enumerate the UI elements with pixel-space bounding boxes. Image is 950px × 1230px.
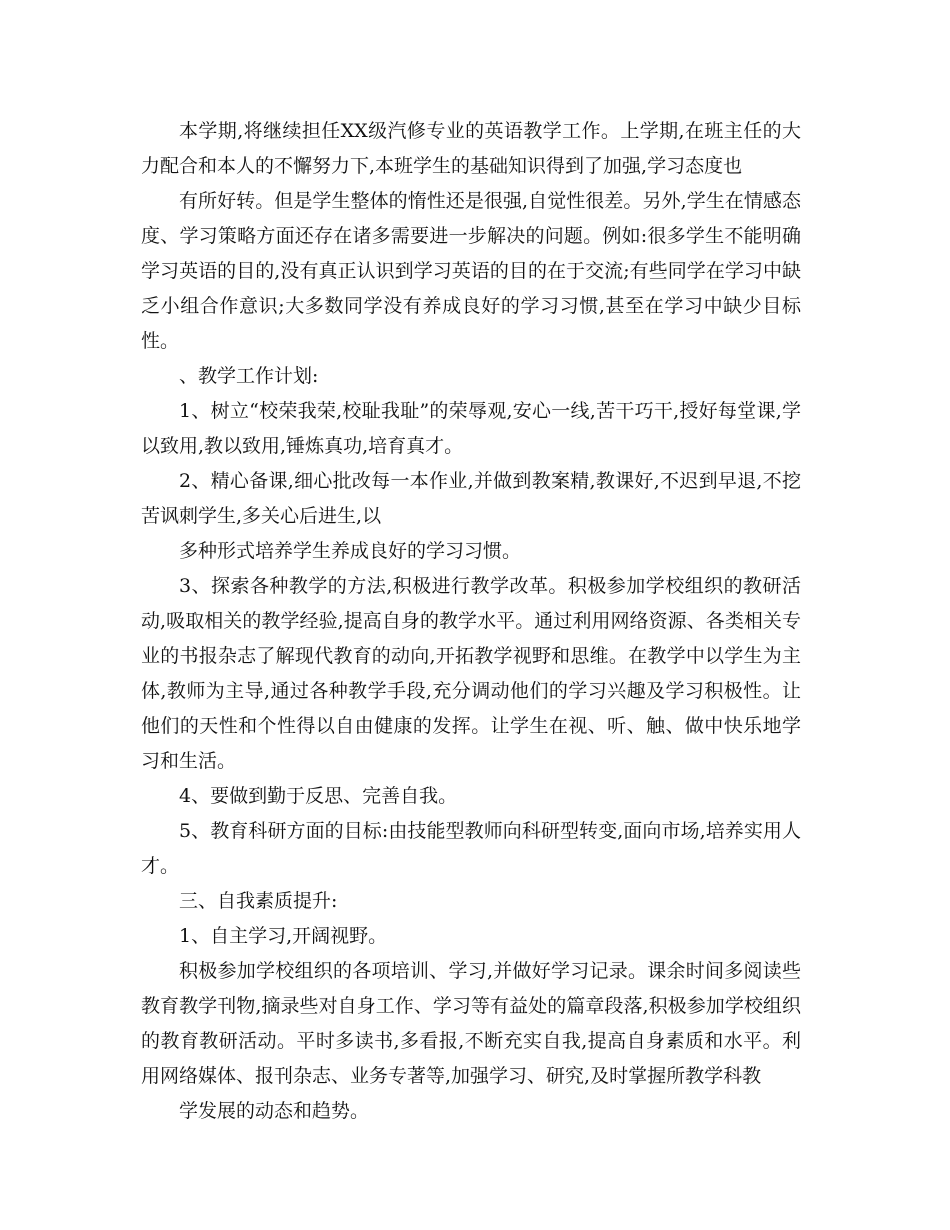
paragraph-plan-item-4: 4、要做到勤于反思、完善自我。: [179, 785, 458, 807]
paragraph-plan-item-5: 5、教育科研方面的目标:由技能型教师向科研型转变,面向市场,培养实用人才。: [141, 820, 801, 877]
section-heading-self-improvement: 三、自我素质提升:: [179, 890, 338, 912]
paragraph-student-situation: 有所好转。但是学生整体的惰性还是很强,自觉性很差。另外,学生在情感态度、学习策略方面还存在诸多需要进一步解决的问题。例如:很多学生不能明确学习英语的目的,没有真正认识到学习英语的目的在于交流;有些同学在学习中缺乏小组合作意识;大多数同学没有养成良好的学习习惯,甚至在学习中缺少目标性。: [141, 190, 801, 352]
paragraph-self-study-body: 积极参加学校组织的各项培训、学习,并做好学习记录。课余时间多阅读些教育教学刊物,摘录些对自身工作、学习等有益处的篇章段落,积极参加学校组织的教育教研活动。平时多读书,多看报,不断充实自我,提高自身素质和水平。利用网络媒体、报刊杂志、业务专著等,加强学习、研究,及时掌握所教学科教: [141, 960, 801, 1087]
paragraph-plan-item-2-continued: 多种形式培养学生养成良好的学习习惯。: [179, 540, 522, 562]
paragraph-plan-item-2: 2、精心备课,细心批改每一本作业,并做到教案精,教课好,不迟到早退,不挖苦讽刺学生,多关心后进生,以: [141, 470, 801, 527]
paragraph-intro: 本学期,将继续担任XX级汽修专业的英语教学工作。上学期,在班主任的大力配合和本人的不懈努力下,本班学生的基础知识得到了加强,学习态度也: [141, 120, 801, 177]
section-heading-teaching-plan: 、教学工作计划:: [179, 365, 319, 387]
document-body: [141, 114, 801, 1129]
paragraph-self-study-heading: 1、自主学习,开阔视野。: [179, 925, 388, 947]
paragraph-self-study-continued: 学发展的动态和趋势。: [179, 1100, 370, 1122]
paragraph-plan-item-1: 1、树立“校荣我荣,校耻我耻”的荣辱观,安心一线,苦干巧干,授好每堂课,学以致用,教以致用,锤炼真功,培育真才。: [141, 400, 801, 457]
paragraph-plan-item-3: 3、探索各种教学的方法,积极进行教学改革。积极参加学校组织的教研活动,吸取相关的教学经验,提高自身的教学水平。通过利用网络资源、各类相关专业的书报杂志了解现代教育的动向,开拓教学视野和思维。在教学中以学生为主体,教师为主导,通过各种教学手段,充分调动他们的学习兴趣及学习积极性。让他们的天性和个性得以自由健康的发挥。让学生在视、听、触、做中快乐地学习和生活。: [141, 575, 801, 772]
